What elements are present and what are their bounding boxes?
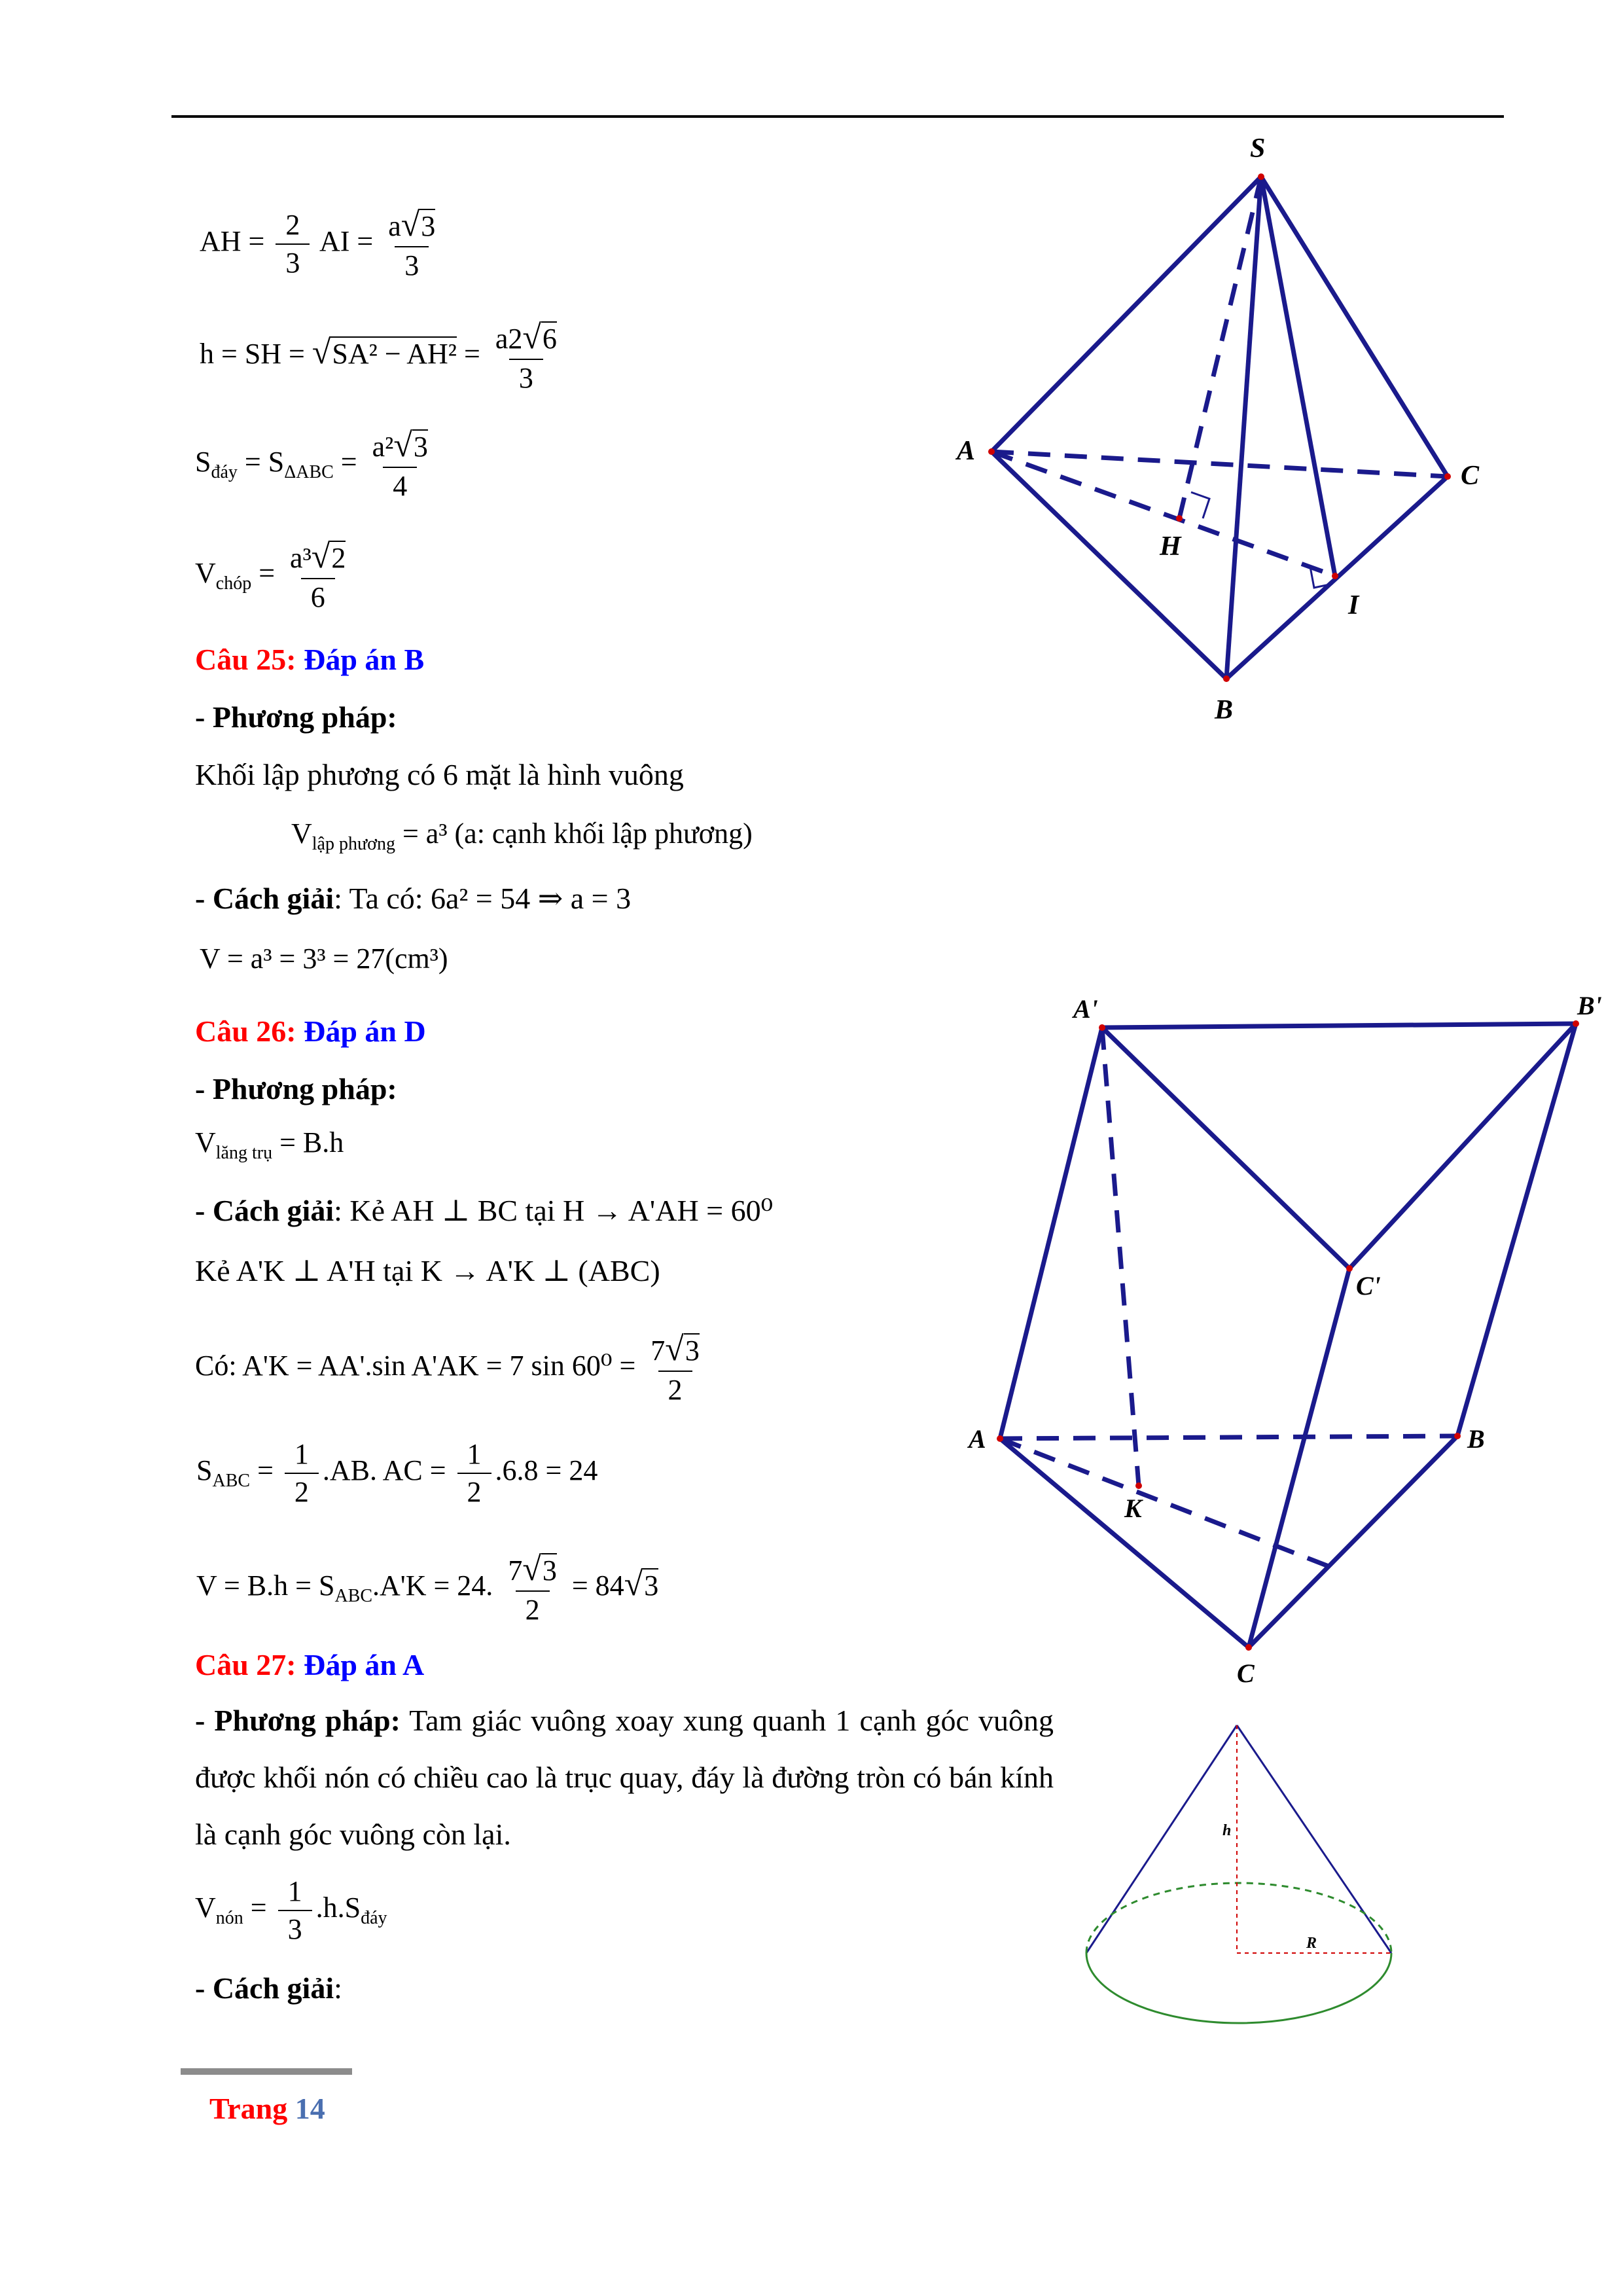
q27-method [195,1692,1054,1863]
label-a: A [957,436,976,466]
label-k: K [1124,1494,1142,1523]
label-h: H [1160,531,1181,562]
formula-v-chop: $V_{chóp}$ = $\frac{\text{a³√2}}{6}$ [195,538,346,613]
q26-s-abc [196,1440,597,1507]
footer-bar [181,2068,352,2075]
solution-label: - Cách giải [195,1194,334,1227]
q26-formula [195,1128,344,1162]
formula-h-eq: = [464,338,480,370]
q26-formula-rest: = B.h [279,1126,344,1158]
label-a: A [969,1424,986,1454]
q27-heading [195,1647,424,1683]
edge-ah [1000,1439,1329,1566]
q25-formula-rest: = a³ (a: cạnh khối lập phương) [402,817,753,850]
s-eq: = [257,1454,274,1487]
edge-a1b1 [1102,1024,1576,1028]
frac-num: 1 [467,1438,482,1470]
s-sub: đáy [211,462,238,483]
prism-figure [949,982,1623,1702]
q26-method-label: - Phương pháp: [195,1072,397,1105]
label-a1: A' [1073,994,1098,1024]
q27-formula [195,1877,387,1944]
q26-line-co: Có: A'K = AA'.sin A'AK = 7 sin 60⁰ = $\frac{7√3}{2}$ [195,1331,700,1406]
label-b1: B' [1577,991,1602,1020]
v-letter: V [195,1892,216,1924]
frac-num: a2 [495,323,523,355]
v-mid: .A'K = 24. [372,1570,493,1602]
frac-den: 2 [457,1473,491,1507]
frac-den: 6 [301,578,335,612]
v-sub: nón [215,1908,243,1929]
frac-num: a³ [290,542,312,574]
frac-num-rad: 6 [542,323,557,355]
right-angle-h [1191,492,1209,518]
label-b: B [1467,1424,1485,1454]
s-letter: S [196,1454,213,1487]
s-sub2: ΔABC [284,462,334,483]
s-letter: S [195,446,211,478]
formula-h-lhs: h = SH = [200,338,305,370]
frac-num: 1 [294,1438,309,1470]
frac-num: 2 [285,209,300,241]
edge-ac [991,452,1448,476]
q25-title: Câu 25: [195,643,296,676]
label-s: S [1250,134,1266,164]
v-sub: lăng trụ [215,1143,273,1163]
q26-title: Câu 26: [195,1014,296,1048]
q26-line-k: Kẻ A'K ⊥ A'H tại K → A'K ⊥ (ABC) [195,1254,660,1287]
formula-ah: AH = $\frac{2}{3}$ AI = $\frac{a√3}{3}$ [200,206,436,281]
cone-figure [1073,1702,1414,2055]
cone-base-front [1086,1953,1391,2023]
v-sub: lập phương [312,834,395,854]
frac-num-rad: 3 [413,431,428,463]
formula-ah-lhs: AH = [200,225,265,258]
frac-den: 2 [285,1473,319,1507]
label-c: C [1237,1659,1255,1688]
q27-answer: Đáp án A [304,1648,425,1681]
method-label: - Phương pháp: [195,1704,401,1737]
label-r: R [1306,1935,1317,1952]
edge-ac [1000,1439,1249,1647]
q27-title: Câu 27: [195,1648,296,1681]
edge-bc [1249,1436,1457,1647]
s-eq2: = [340,446,357,478]
q26-solution [195,1193,773,1229]
frac-den: 3 [276,243,310,278]
v-letter: V [195,557,216,590]
footer-label: Trang [209,2092,288,2125]
frac-num: 7 [651,1335,666,1367]
solution-colon: : [334,1971,342,2005]
v-eq: = [259,557,276,590]
v-sub: chóp [215,573,252,594]
edge-a1a [1000,1028,1102,1439]
method-text: Tam giác vuông xoay xung quanh 1 cạnh góc vuông được khối nón có chiều cao là trục quay, đáy là đường tròn có bán kính là cạnh góc vuông còn lại. [195,1704,1054,1851]
pyramid-figure [916,118,1505,740]
v-end: = 84 [571,1570,624,1602]
s-sub: ABC [212,1471,251,1492]
frac-num-rad: 2 [331,542,346,574]
formula-rest: .h.S [315,1892,361,1924]
q25-heading [195,641,424,677]
formula-h-rad: SA² − AH² [332,338,457,370]
formula-s-day: $S_{đáy} = S_{\Delta ABC}$ = $\frac{\text{a²√3}}{4}$ [195,427,428,502]
frac-num: 1 [287,1875,302,1907]
edge-c1c [1249,1268,1349,1647]
edge-ab [991,452,1226,679]
frac-den: 2 [516,1590,550,1624]
frac-den: 3 [509,359,543,393]
solution-label: - Cách giải [195,1971,334,2005]
q26-answer: Đáp án D [304,1014,426,1048]
v-lhs: V = B.h = S [196,1570,335,1602]
q25-method-label: - Phương pháp: [195,700,397,734]
q25-formula [291,819,753,853]
frac-den: 3 [395,246,429,280]
formula-rest-sub: đáy [361,1908,387,1929]
formula-h: h = SH = √SA² − AH² = $\frac{a2√6}{3}$ [200,319,557,394]
q26-heading [195,1013,426,1049]
q25-result: V = a³ = 3³ = 27(cm³) [200,942,448,975]
s-eq: = S [244,446,285,478]
frac-den: 4 [383,467,417,501]
edge-sa [991,177,1261,452]
label-h: h [1222,1822,1232,1839]
frac-num: 7 [508,1554,523,1587]
cone-base-back [1086,1883,1391,1953]
frac-num: a [388,210,401,242]
frac-num-rad: 3 [685,1335,700,1367]
label-c: C [1461,461,1480,491]
q25-solution [195,880,631,916]
formula-ah-mid: AI = [319,225,374,258]
frac-den: 2 [658,1371,692,1405]
q27-solution [195,1970,342,2006]
edge-ab [1000,1436,1457,1439]
cone-right-edge [1237,1725,1391,1953]
q26-v: $V = B.h = S_{ABC}.A'K = 24$. $\frac{7√3}{2}$ = 84√3 [196,1551,659,1626]
solution-text: : Kẻ AH ⊥ BC tại H → A'AH = 60⁰ [334,1194,774,1227]
v-eq: = [250,1892,267,1924]
solution-text: : Ta có: 6a² = 54 ⇒ a = 3 [334,882,632,915]
frac-num-rad: 3 [421,210,436,242]
page-footer [209,2091,325,2126]
line-co-text: Có: A'K = AA'.sin A'AK = 7 sin 60⁰ = [195,1350,636,1382]
frac-den: 3 [278,1910,312,1944]
edge-a1c1 [1102,1028,1349,1268]
s-end: .6.8 = 24 [495,1454,598,1487]
s-mid: .AB. AC = [322,1454,446,1487]
edge-a1k [1102,1028,1139,1486]
v-letter: V [195,1126,216,1158]
solution-label: - Cách giải [195,882,334,915]
label-i: I [1348,590,1359,620]
frac-num: a² [372,431,394,463]
v-end-rad: 3 [644,1570,659,1602]
label-c1: C' [1356,1271,1381,1300]
v-sub: ABC [334,1586,373,1607]
q25-line1: Khối lập phương có 6 mặt là hình vuông [195,758,684,791]
label-b: B [1215,695,1234,725]
v-letter: V [291,817,312,850]
q25-answer: Đáp án B [304,643,425,676]
cone-left-edge [1086,1725,1237,1953]
page-number: 14 [294,2092,325,2125]
frac-num-rad: 3 [542,1554,557,1587]
